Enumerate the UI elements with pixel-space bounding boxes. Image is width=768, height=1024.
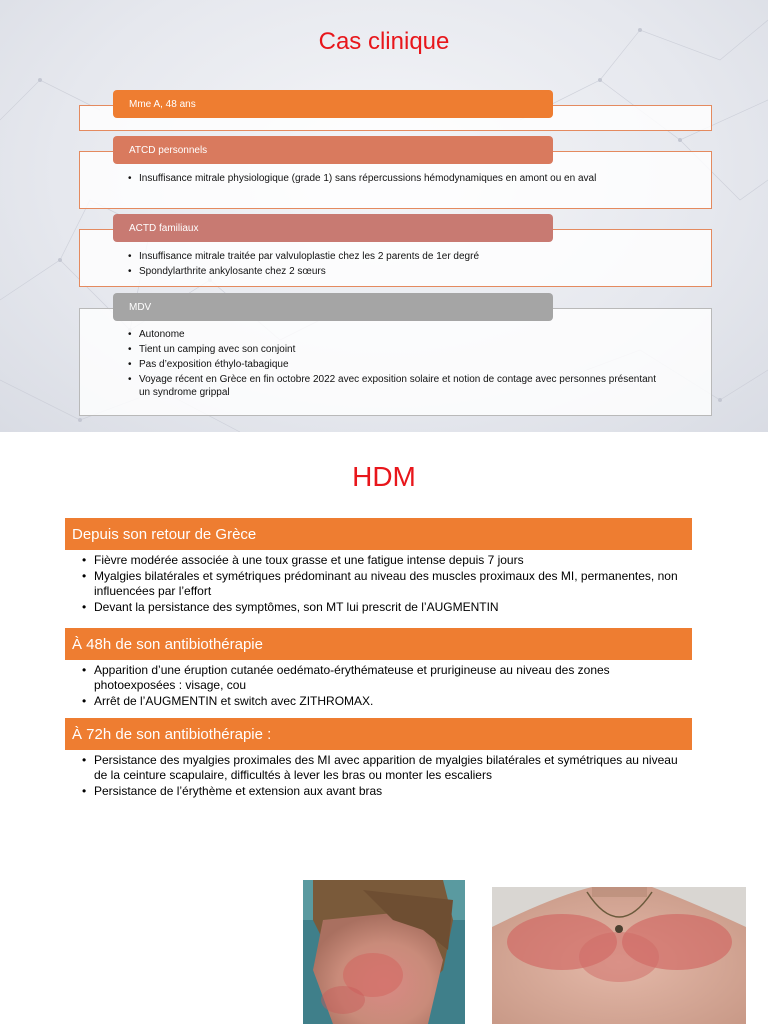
section-list-retour-grece — [80, 553, 680, 616]
atcd-familiaux-header: ACTD familiaux — [113, 214, 553, 242]
slide-cas-clinique — [0, 0, 768, 432]
section-list-48h — [80, 663, 680, 710]
section-header-72h: À 72h de son antibiothérapie : — [65, 718, 692, 750]
atcd-familiaux-list — [125, 250, 665, 280]
list-item: • Insuffisance mitrale physiologique (grade 1) sans répercussions hémodynamiques en amont ou en aval — [125, 172, 665, 185]
section-list-72h — [80, 753, 680, 800]
section-header-48h: À 48h de son antibiothérapie — [65, 628, 692, 660]
list-item: • Insuffisance mitrale traitée par valvuloplastie chez les 2 parents de 1er degré — [125, 250, 665, 263]
chest-rash-photo — [492, 887, 746, 1024]
slide-title: Cas clinique — [318, 28, 450, 55]
mdv-list — [125, 328, 665, 401]
atcd-personnels-header: ATCD personnels — [113, 136, 553, 164]
list-item: • Persistance de l’érythème et extension aux avant bras — [80, 784, 680, 799]
mdv-header: MDV — [113, 293, 553, 321]
section-header-retour-grece: Depuis son retour de Grèce — [65, 518, 692, 550]
list-item: • Pas d’exposition éthylo-tabagique — [125, 358, 665, 371]
list-item: • Tient un camping avec son conjoint — [125, 343, 665, 356]
list-item: • Devant la persistance des symptômes, son MT lui prescrit de l’AUGMENTIN — [80, 600, 680, 615]
list-item: • Fièvre modérée associée à une toux grasse et une fatigue intense depuis 7 jours — [80, 553, 680, 568]
list-item: • Apparition d’une éruption cutanée oedémato-érythémateuse et prurigineuse au niveau des zones photoexposées : visage, cou — [80, 663, 680, 693]
list-item: • Voyage récent en Grèce en fin octobre 2022 avec exposition solaire et notion de contage avec personnes présentant un syndrome grippal — [125, 373, 665, 399]
face-rash-photo — [303, 880, 465, 1024]
list-item: • Myalgies bilatérales et symétriques prédominant au niveau des muscles proximaux des MI, permanentes, non influencées par l’effort — [80, 569, 680, 599]
atcd-personnels-list — [125, 172, 665, 187]
list-item: • Persistance des myalgies proximales des MI avec apparition de myalgies bilatérales et symétriques au niveau de la ceinture scapulaire, difficultés à lever les bras ou monter les escaliers — [80, 753, 680, 783]
hdm-title: HDM — [352, 461, 416, 492]
patient-header: Mme A, 48 ans — [113, 90, 553, 118]
list-item: • Spondylarthrite ankylosante chez 2 sœurs — [125, 265, 665, 278]
list-item: • Autonome — [125, 328, 665, 341]
list-item: • Arrêt de l’AUGMENTIN et switch avec ZITHROMAX. — [80, 694, 680, 709]
